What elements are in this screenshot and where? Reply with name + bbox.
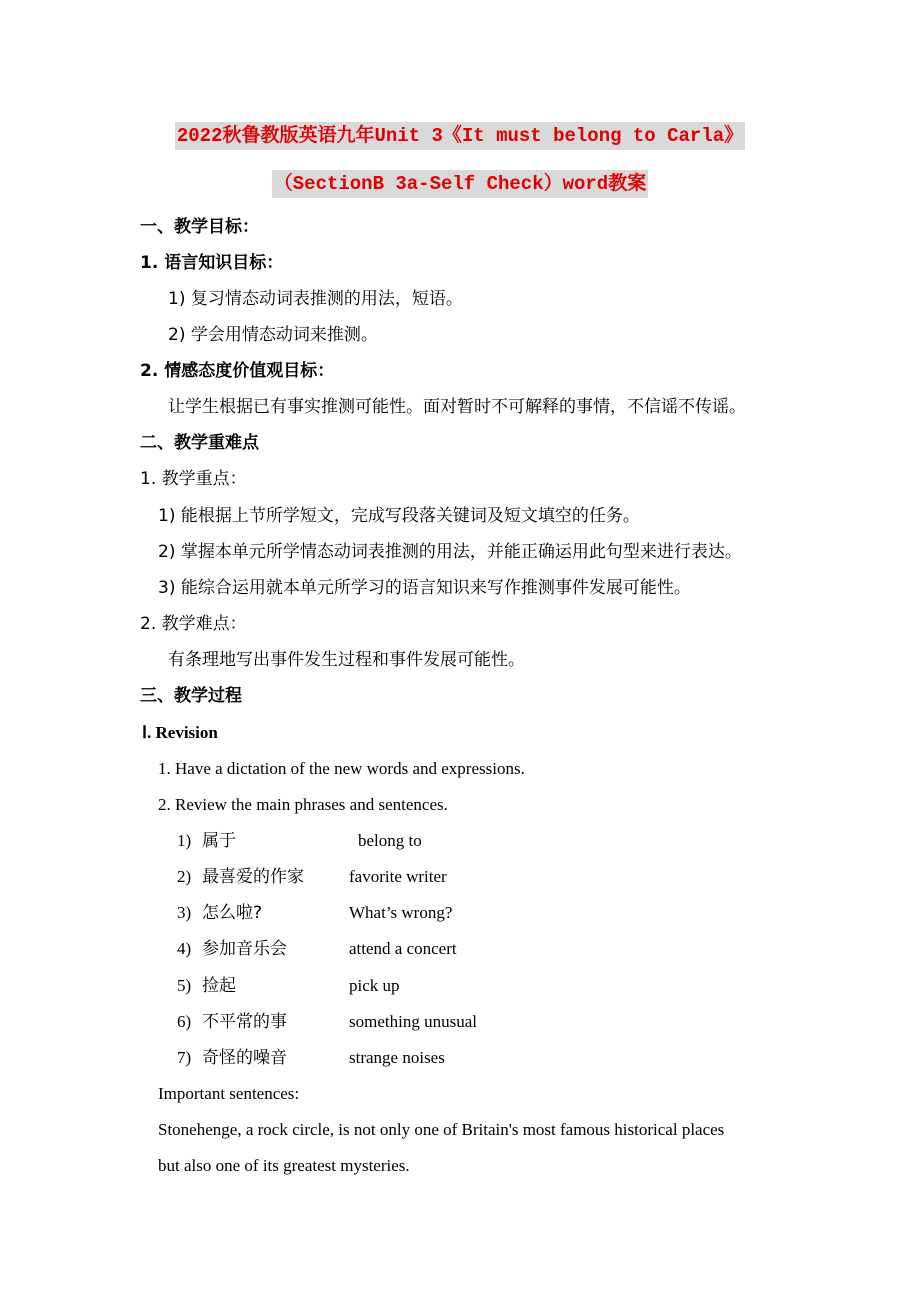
section-2-sub-2-heading: 2. 教学难点： <box>140 614 247 634</box>
phrase-chinese: 属于 <box>202 831 236 851</box>
phrase-number: 5) <box>177 976 192 995</box>
phrase-number: 3) <box>177 903 192 922</box>
section-2-sub-1-heading: 1. 教学重点： <box>140 469 247 489</box>
phrase-chinese: 捡起 <box>202 976 236 996</box>
section-2-sub-1-item-1: 1) 能根据上节所学短文，完成写段落关键词及短文填空的任务。 <box>158 506 640 526</box>
phrase-english: something unusual <box>349 1012 477 1031</box>
revision-heading: Ⅰ. Revision <box>142 723 218 742</box>
revision-step-2: 2. Review the main phrases and sentences. <box>158 795 448 814</box>
section-2-sub-1-item-2: 2) 掌握本单元所学情态动词表推测的用法，并能正确运用此句型来进行表达。 <box>158 542 742 562</box>
phrase-chinese: 参加音乐会 <box>202 939 287 959</box>
phrase-number: 2) <box>177 867 192 886</box>
document-title-line-2: （SectionB 3a-Self Check）word教案 <box>0 172 920 196</box>
phrase-chinese: 怎么啦? <box>202 903 263 923</box>
phrase-english: favorite writer <box>349 867 447 886</box>
phrase-english: belong to <box>358 831 422 850</box>
phrase-english: pick up <box>349 976 400 995</box>
phrase-english: What’s wrong? <box>349 903 453 922</box>
section-1-sub-1-heading: 1. 语言知识目标： <box>140 253 284 273</box>
section-1-heading: 一、教学目标： <box>140 217 259 237</box>
important-sentences-label: Important sentences: <box>158 1084 300 1103</box>
section-2-sub-1-item-3: 3) 能综合运用就本单元所学习的语言知识来写作推测事件发展可能性。 <box>158 578 691 598</box>
section-2-heading: 二、教学重难点 <box>140 433 259 453</box>
section-1-sub-2-text: 让学生根据已有事实推测可能性。面对暂时不可解释的事情，不信谣不传谣。 <box>168 397 746 417</box>
phrase-english: strange noises <box>349 1048 445 1067</box>
phrase-number: 4) <box>177 939 192 958</box>
section-2-sub-2-text: 有条理地写出事件发生过程和事件发展可能性。 <box>168 650 525 670</box>
phrase-chinese: 奇怪的噪音 <box>202 1048 287 1068</box>
important-sentence-line-1: Stonehenge, a rock circle, is not only one of Britain's most famous historical places <box>158 1120 725 1139</box>
phrase-number: 6) <box>177 1012 192 1031</box>
section-1-sub-2-heading: 2. 情感态度价值观目标： <box>140 361 335 381</box>
phrase-chinese: 不平常的事 <box>202 1012 287 1032</box>
section-1-sub-1-item-2: 2) 学会用情态动词来推测。 <box>168 325 378 345</box>
section-1-sub-1-item-1: 1) 复习情态动词表推测的用法，短语。 <box>168 289 463 309</box>
revision-step-1: 1. Have a dictation of the new words and expressions. <box>158 759 525 778</box>
phrase-english: attend a concert <box>349 939 457 958</box>
phrase-number: 7) <box>177 1048 192 1067</box>
important-sentence-line-2: but also one of its greatest mysteries. <box>158 1156 410 1175</box>
phrase-chinese: 最喜爱的作家 <box>202 867 304 887</box>
phrase-number: 1) <box>177 831 192 850</box>
section-3-heading: 三、教学过程 <box>140 686 242 706</box>
document-title-line-1: 2022秋鲁教版英语九年Unit 3《It must belong to Carla》 <box>0 124 920 148</box>
